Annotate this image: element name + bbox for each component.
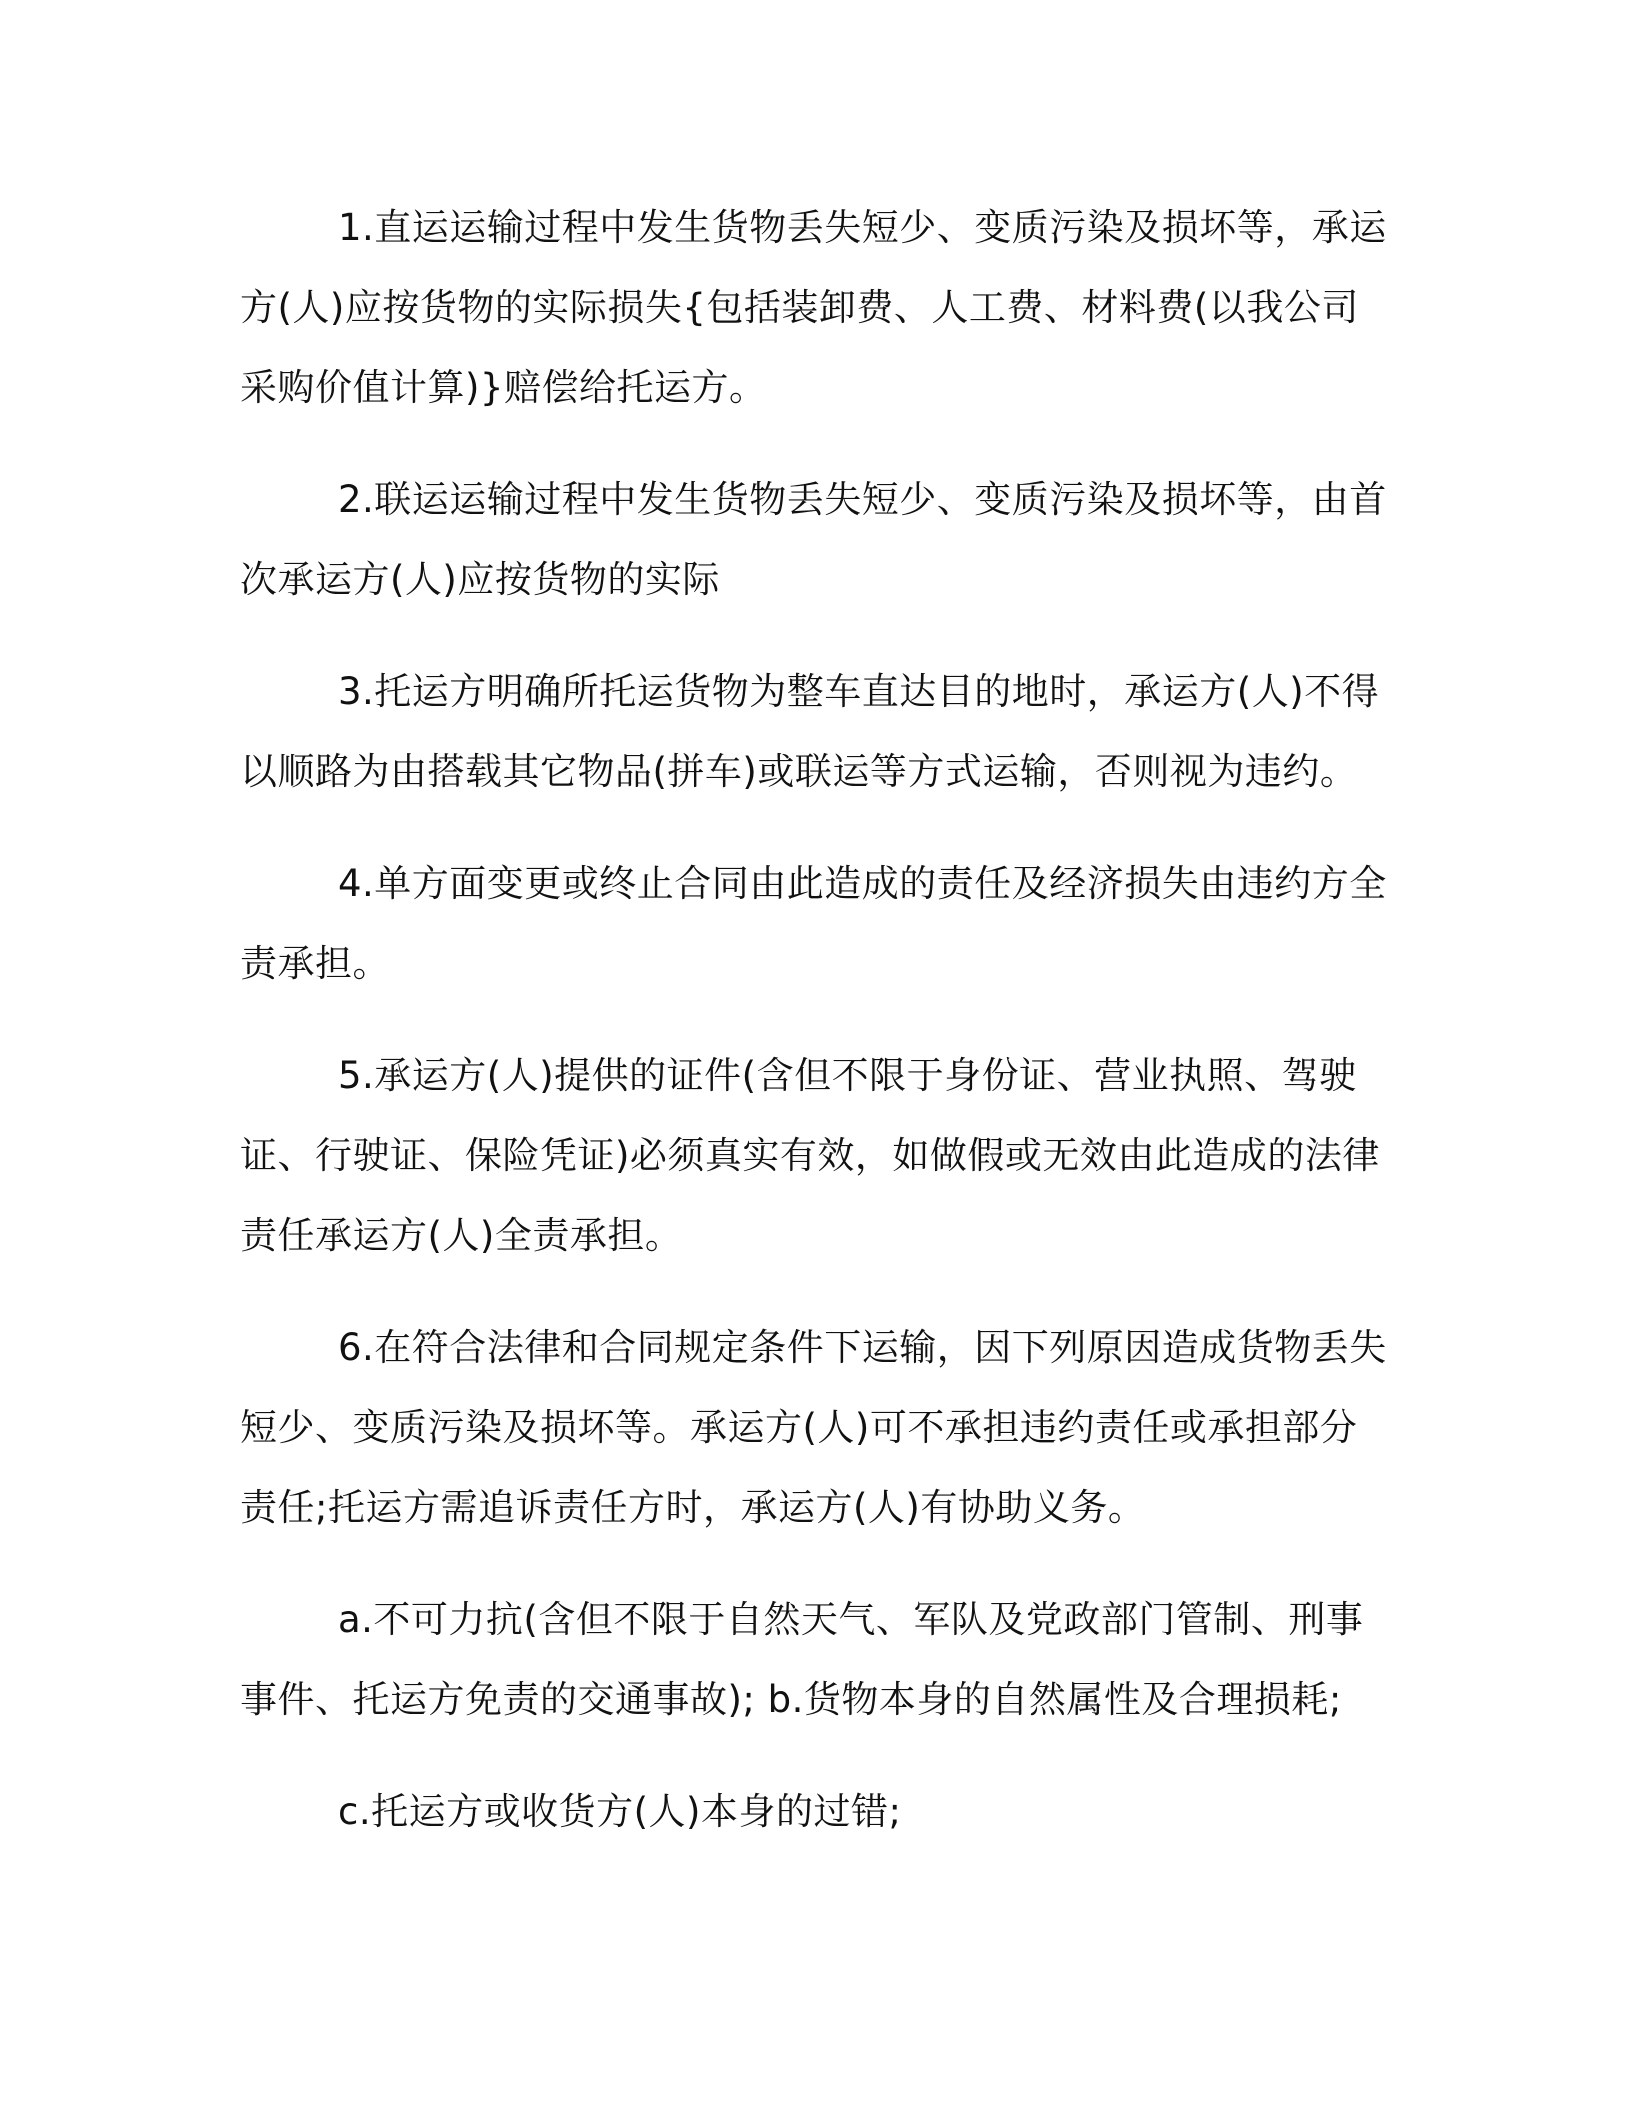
paragraph-6: 6.在符合法律和合同规定条件下运输，因下列原因造成货物丢失短少、变质污染及损坏等。承运方(人)可不承担违约责任或承担部分责任;托运方需追诉责任方时，承运方(人)有协助义务。 [240,1326,1387,1529]
document-body [240,188,1392,1884]
paragraph-3: 3.托运方明确所托运货物为整车直达目的地时，承运方(人)不得以顺路为由搭载其它物品(拼车)或联运等方式运输，否则视为违约。 [240,670,1380,793]
paragraph-5: 5.承运方(人)提供的证件(含但不限于身份证、营业执照、驾驶证、行驶证、保险凭证)必须真实有效，如做假或无效由此造成的法律责任承运方(人)全责承担。 [240,1054,1380,1257]
paragraph-4: 4.单方面变更或终止合同由此造成的责任及经济损失由违约方全责承担。 [240,862,1387,985]
paragraph-a-b: a.不可力抗(含但不限于自然天气、军队及党政部门管制、刑事事件、托运方免责的交通事故); b.货物本身的自然属性及合理损耗; [240,1598,1364,1721]
paragraph-c: c.托运方或收货方(人)本身的过错; [338,1790,902,1833]
paragraph-1: 1.直运运输过程中发生货物丢失短少、变质污染及损坏等，承运方(人)应按货物的实际损失{包括装卸费、人工费、材料费(以我公司采购价值计算)}赔偿给托运方。 [240,206,1387,409]
paragraph-2: 2.联运运输过程中发生货物丢失短少、变质污染及损坏等，由首次承运方(人)应按货物的实际 [240,478,1387,601]
